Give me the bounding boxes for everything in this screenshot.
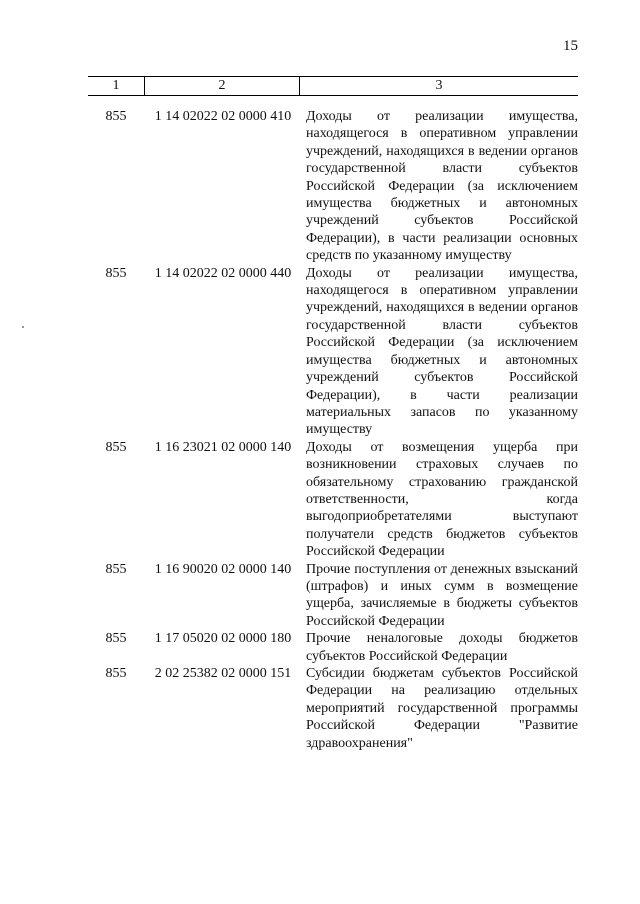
margin-mark bbox=[22, 326, 24, 328]
table-header bbox=[88, 76, 578, 96]
table-body bbox=[88, 108, 578, 752]
revenue-code: 1 16 90020 02 0000 140 bbox=[154, 561, 292, 577]
table-row bbox=[88, 265, 578, 439]
header-col-1: 1 bbox=[88, 77, 145, 95]
table-row bbox=[88, 630, 578, 665]
header-col-2: 2 bbox=[145, 77, 300, 95]
table-row bbox=[88, 665, 578, 752]
revenue-code: 1 14 02022 02 0000 410 bbox=[154, 109, 292, 124]
admin-code: 855 bbox=[105, 631, 127, 647]
revenue-name: Доходы от реализации имущества, находящегося в оперативном управлении учреждений, находящихся в ведении органов государственной власти субъектов Российской Федерации (за исключением имущества бюджетных и автономных учреждений субъектов Российской Федерации), в части реализации материальных запасов по указанному имуществу bbox=[306, 265, 578, 438]
admin-code: 855 bbox=[105, 666, 127, 681]
admin-code: 855 bbox=[105, 561, 127, 577]
revenue-name: Доходы от реализации имущества, находящегося в оперативном управлении учреждений, находящихся в ведении органов государственной власти субъектов Российской Федерации (за исключением имущества бюджетных и автономных учреждений субъектов Российской Федерации), в части реализации основных средств по указанному имуществу bbox=[306, 109, 578, 264]
revenue-name: Прочие неналоговые доходы бюджетов субъектов Российской Федерации bbox=[306, 631, 578, 664]
table-row bbox=[88, 561, 578, 631]
header-col-3: 3 bbox=[435, 78, 443, 93]
revenue-code: 2 02 25382 02 0000 151 bbox=[154, 666, 292, 681]
revenue-code: 1 14 02022 02 0000 440 bbox=[154, 265, 292, 281]
page-number: 15 bbox=[563, 38, 578, 54]
admin-code: 855 bbox=[105, 265, 127, 281]
admin-code: 855 bbox=[105, 109, 127, 124]
admin-code: 855 bbox=[105, 439, 127, 455]
revenue-name: Субсидии бюджетам субъектов Российской Федерации на реализацию отдельных мероприятий государственной программы Российской Федерации "Развитие здравоохранения" bbox=[306, 666, 578, 751]
revenue-name: Прочие поступления от денежных взысканий (штрафов) и иных сумм в возмещение ущерба, зачисляемые в бюджеты субъектов Российской Федерации bbox=[306, 561, 578, 629]
revenue-name: Доходы от возмещения ущерба при возникновении страховых случаев по обязательному страхованию гражданской ответственности, когда выгодоприобретателями выступают получатели средств бюджетов субъектов Российской Федерации bbox=[306, 439, 578, 560]
table-row bbox=[88, 439, 578, 561]
table-row bbox=[88, 108, 578, 265]
revenue-code: 1 17 05020 02 0000 180 bbox=[154, 631, 292, 647]
revenue-code: 1 16 23021 02 0000 140 bbox=[154, 439, 292, 455]
